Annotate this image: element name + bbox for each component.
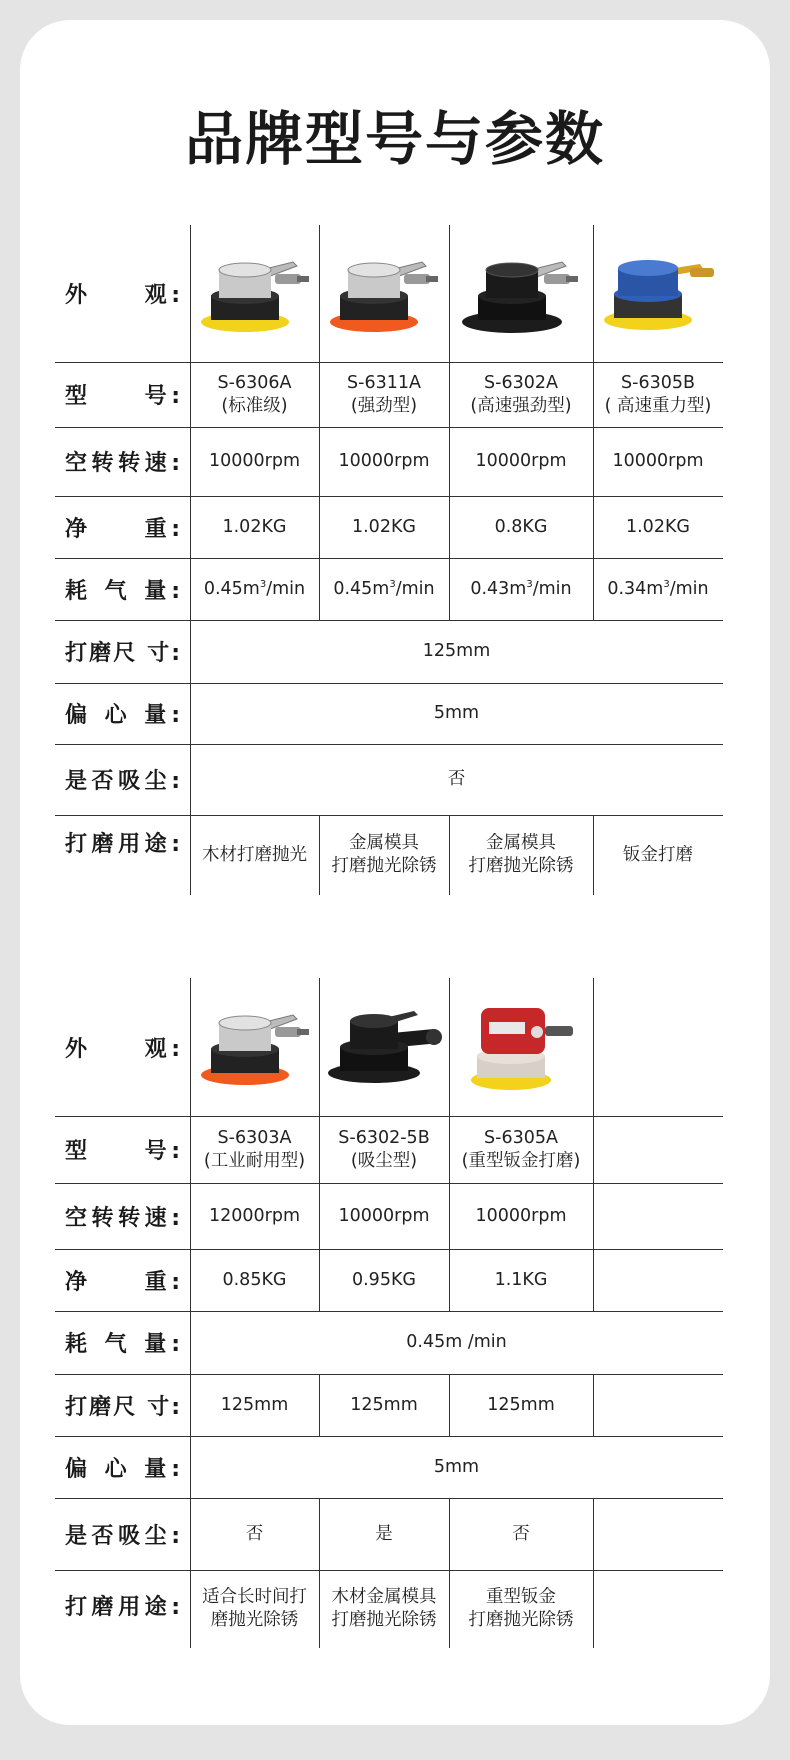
eccentric-cell: 5mm (433, 703, 480, 724)
weight-cell: 0.85KG (222, 1269, 287, 1290)
model-cell: S-6302A (高速强劲型) (470, 372, 572, 416)
use-cell: 钣金打磨 (623, 844, 693, 865)
weight-cell: 0.8KG (494, 516, 548, 537)
speed-cell: 10000rpm (208, 451, 301, 472)
page-title: 品牌型号与参数 (184, 105, 605, 173)
label-dust: 是否吸尘: (65, 769, 180, 794)
size-cell: 125mm (220, 1394, 289, 1415)
label-use: 打磨用途: (65, 832, 180, 857)
use-cell: 木材金属模具 打磨抛光除锈 (331, 1587, 437, 1630)
label-dust: 是否吸尘: (65, 1523, 180, 1549)
label-speed: 空转转速: (65, 451, 180, 476)
speed-cell: 10000rpm (338, 1205, 430, 1226)
label-size: 打磨尺 寸: (65, 1394, 180, 1420)
label-appearance: 外 观: (65, 283, 180, 308)
label-eccentric: 偏 心 量: (65, 1456, 180, 1482)
dust-cell: 否 (245, 1523, 264, 1544)
product-image-s6302-5b (319, 978, 449, 1116)
label-model: 型 号: (65, 1139, 180, 1164)
speed-cell: 10000rpm (475, 451, 567, 472)
label-speed: 空转转速: (65, 1205, 180, 1231)
air-cell: 0.45m /min (406, 1332, 507, 1353)
weight-cell: 0.95KG (351, 1269, 416, 1290)
weight-cell: 1.02KG (351, 516, 416, 537)
air-cell: $0.43m^3/\min$ (470, 578, 572, 599)
use-cell: 金属模具 打磨抛光除锈 (331, 833, 437, 876)
product-image-s6305b (593, 225, 723, 362)
air-cell: $0.45m^3/\min$ (203, 578, 306, 599)
dust-cell: 是 (375, 1523, 393, 1544)
size-cell: 125mm (487, 1394, 555, 1415)
use-cell: 金属模具 打磨抛光除锈 (468, 833, 574, 876)
use-cell: 木材打磨抛光 (202, 844, 307, 865)
size-cell: 125mm (350, 1394, 418, 1415)
use-cell: 适合长时间打 磨抛光除锈 (202, 1587, 307, 1630)
speed-cell: 10000rpm (612, 451, 704, 472)
label-use: 打磨用途: (65, 1594, 180, 1620)
product-image-s6303a (190, 978, 319, 1116)
product-image-s6302a (449, 225, 593, 362)
eccentric-cell: 5mm (433, 1456, 480, 1477)
speed-cell: 10000rpm (475, 1205, 567, 1226)
dust-cell: 否 (512, 1523, 530, 1544)
label-model: 型 号: (65, 384, 180, 409)
air-cell: $0.34m^3/\min$ (607, 578, 709, 599)
model-cell: S-6305B ( 高速重力型) (604, 372, 712, 416)
dust-cell: 否 (447, 769, 466, 790)
air-cell: $0.45m^3/\min$ (333, 578, 435, 599)
label-eccentric: 偏 心 量: (65, 703, 180, 728)
label-size: 打磨尺 寸: (65, 641, 180, 666)
label-weight: 净 重: (65, 1269, 180, 1295)
label-air: 耗 气 量: (65, 1332, 180, 1357)
label-weight: 净 重: (65, 516, 180, 542)
label-appearance: 外 观: (65, 1036, 180, 1062)
product-image-s6306a (190, 225, 319, 362)
model-cell: S-6305A (重型钣金打磨) (461, 1127, 581, 1171)
label-air: 耗 气 量: (65, 578, 180, 604)
product-image-s6305a (449, 978, 593, 1116)
weight-cell: 1.02KG (222, 516, 287, 537)
speed-cell: 10000rpm (338, 451, 430, 472)
weight-cell: 1.1KG (494, 1269, 548, 1290)
weight-cell: 1.02KG (625, 516, 690, 537)
product-image-s6311a (319, 225, 449, 362)
model-cell: S-6303A (工业耐用型) (203, 1127, 306, 1171)
model-cell: S-6302-5B (吸尘型) (338, 1127, 430, 1171)
model-cell: S-6311A (强劲型) (347, 372, 421, 416)
speed-cell: 12000rpm (208, 1205, 301, 1226)
use-cell: 重型钣金 打磨抛光除锈 (468, 1587, 574, 1630)
model-cell: S-6306A (标准级) (217, 372, 292, 416)
size-cell: 125mm (422, 641, 491, 662)
